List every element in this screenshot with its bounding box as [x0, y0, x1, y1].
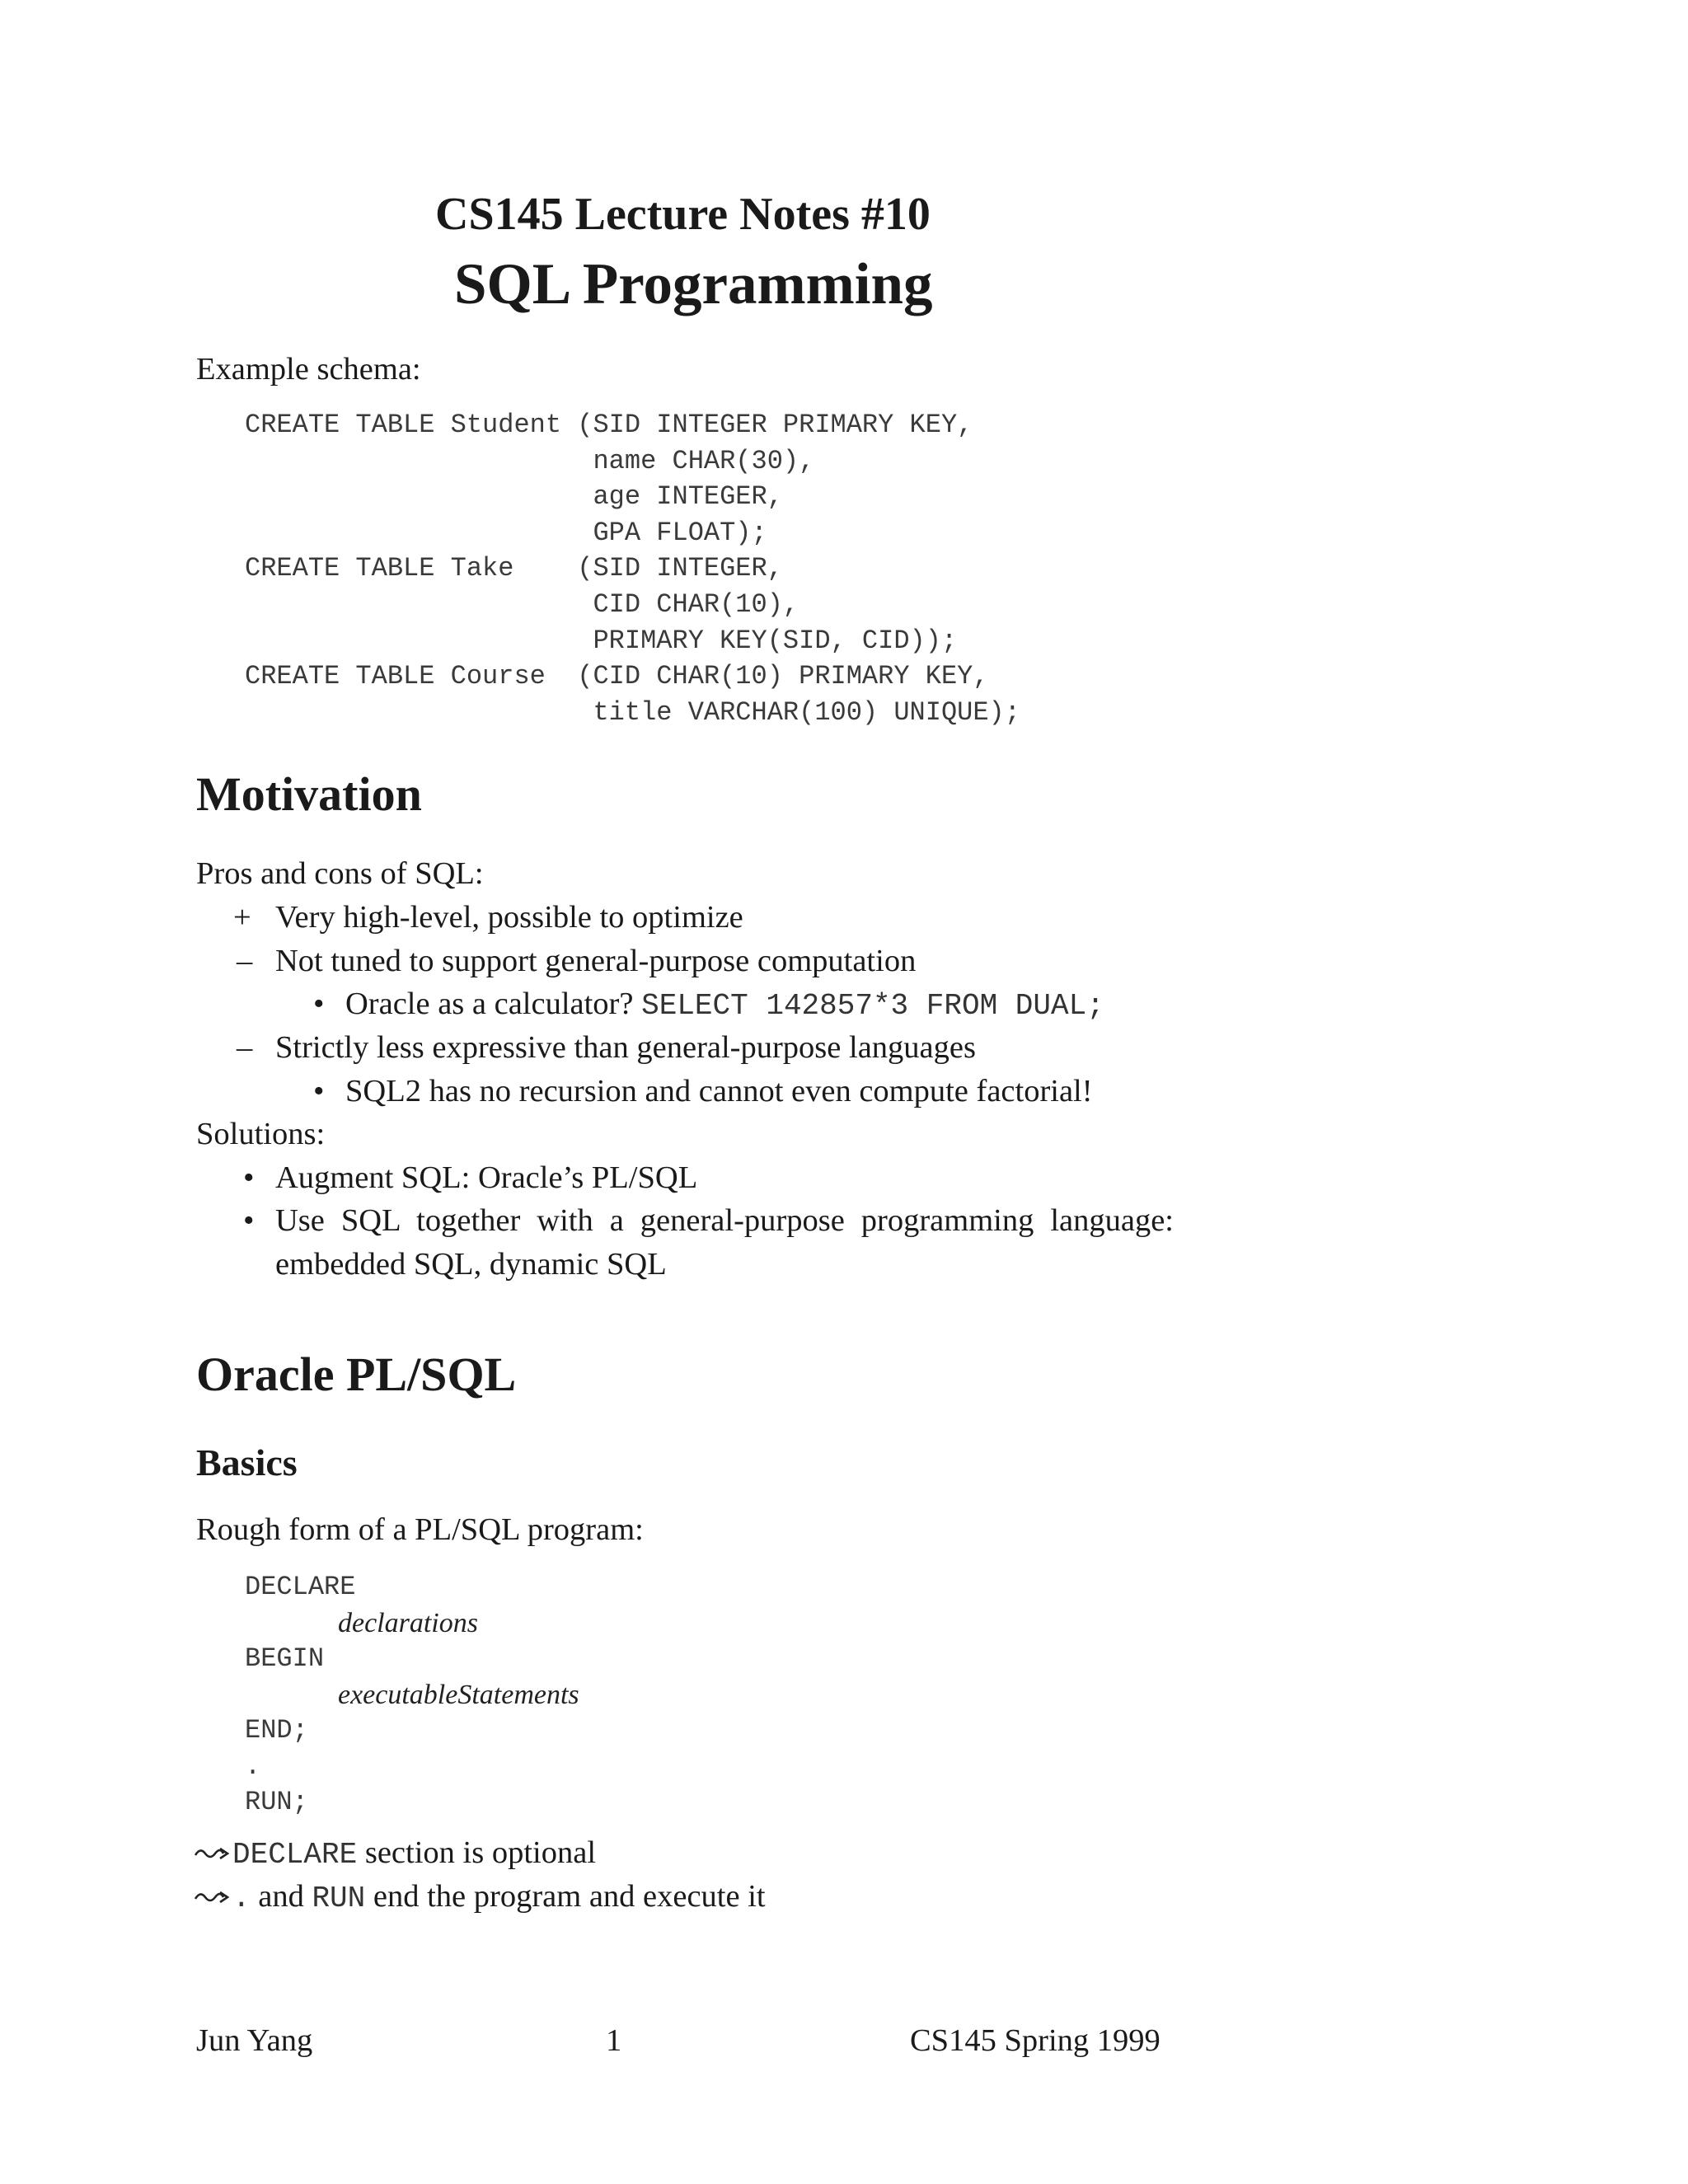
footer-page-number: 1 — [606, 2023, 622, 2058]
plsql-form-intro: Rough form of a PL/SQL program: — [196, 1512, 644, 1547]
code-executable-placeholder: executableStatements — [338, 1680, 579, 1710]
schema-code-block: CREATE TABLE Student (SID INTEGER PRIMARY KEY, name CHAR(30), age INTEGER, GPA FLOAT); CREATE TABLE Take (SID INTEGER, CID CHAR(10), PRIMARY KEY(SID, CID)); CREATE TABLE Course (CID CHAR(10) PRIMARY KEY, title VARCHAR(100) UNIQUE); — [245, 410, 1020, 728]
code-dot: . — [245, 1751, 261, 1782]
section-heading-motivation: Motivation — [196, 767, 422, 821]
note-declare-code: DECLARE — [232, 1838, 358, 1872]
code-declarations-placeholder: declarations — [338, 1608, 478, 1638]
squiggle-arrow-icon — [193, 1841, 232, 1866]
code-end: END; — [245, 1715, 308, 1746]
bullet-marker: • — [243, 1160, 255, 1195]
code-run: RUN; — [245, 1787, 308, 1817]
solution-item-2-line-2: embedded SQL, dynamic SQL — [275, 1247, 667, 1282]
schema-intro: Example schema: — [196, 352, 421, 387]
squiggle-arrow-icon — [193, 1885, 232, 1910]
subsection-heading-basics: Basics — [196, 1441, 298, 1483]
solution-item-1: Augment SQL: Oracle’s PL/SQL — [275, 1160, 698, 1195]
lecture-title: SQL Programming — [454, 252, 933, 316]
note-execute-text: end the program and execute it — [365, 1879, 766, 1914]
plus-marker: + — [233, 900, 251, 935]
note-dot-code: . — [232, 1882, 251, 1915]
minus-marker: – — [237, 944, 253, 978]
lecture-course-line: CS145 Lecture Notes #10 — [435, 189, 931, 240]
con-1-subitem-text: Oracle as a calculator? — [345, 987, 642, 1021]
solutions-intro: Solutions: — [196, 1117, 326, 1151]
code-begin: BEGIN — [245, 1643, 325, 1674]
code-declare: DECLARE — [245, 1572, 356, 1602]
con-2-subitem: SQL2 has no recursion and cannot even compute factorial! — [345, 1074, 1093, 1108]
note-run-code: RUN — [312, 1882, 366, 1915]
section-heading-oracle-plsql: Oracle PL/SQL — [196, 1347, 517, 1401]
bullet-marker: • — [313, 1074, 325, 1108]
con-item-2: Strictly less expressive than general-purpose languages — [275, 1030, 976, 1065]
bullet-marker: • — [313, 987, 325, 1021]
footer-course: CS145 Spring 1999 — [910, 2023, 1160, 2058]
solution-item-2-line-1: Use SQL together with a general-purpose programming language: — [275, 1203, 1174, 1238]
note-declare-text: section is optional — [357, 1835, 597, 1870]
note-declare-optional — [193, 1831, 596, 1877]
bullet-marker: • — [243, 1203, 255, 1238]
footer-author: Jun Yang — [196, 2023, 313, 2058]
pros-cons-intro: Pros and cons of SQL: — [196, 856, 484, 891]
minus-marker: – — [237, 1030, 253, 1065]
con-1-subitem — [345, 982, 1104, 1028]
note-and-text: and — [250, 1879, 312, 1914]
calculator-query-code: SELECT 142857*3 FROM DUAL; — [641, 989, 1104, 1023]
note-dot-run — [193, 1875, 766, 1920]
pro-item-1: Very high-level, possible to optimize — [275, 900, 743, 935]
con-item-1: Not tuned to support general-purpose computation — [275, 944, 917, 978]
